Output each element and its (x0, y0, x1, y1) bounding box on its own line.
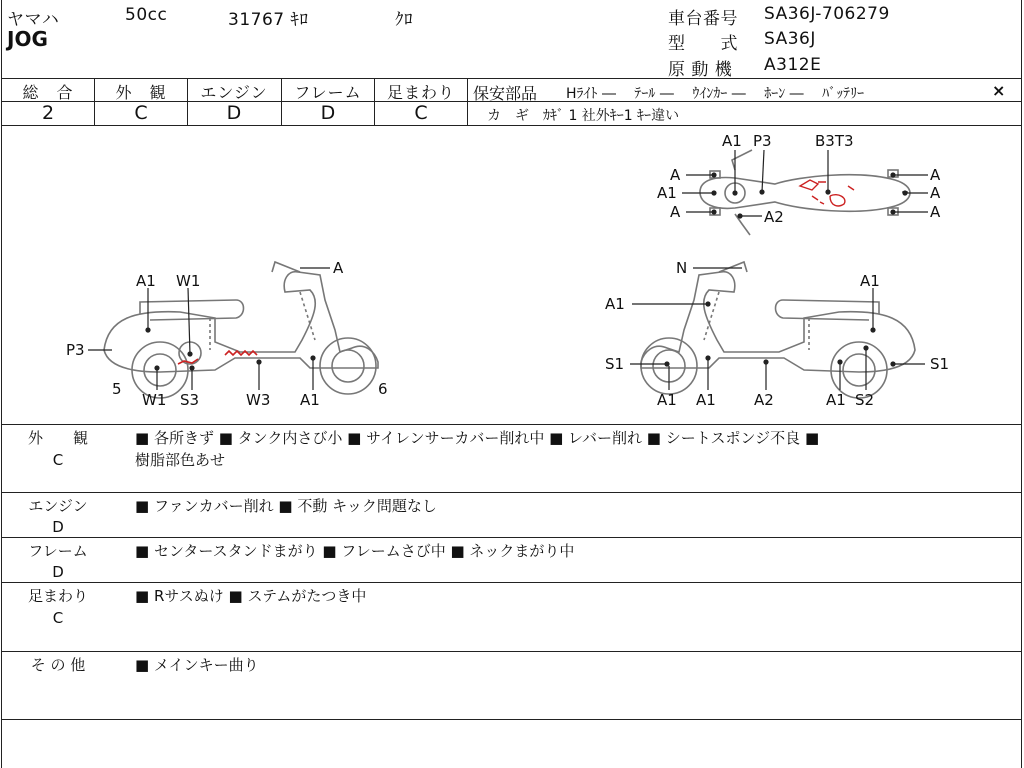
engine-value: A312E (764, 55, 822, 75)
engine-label: 原 動 機 (668, 60, 733, 80)
bike-top-view (700, 150, 910, 235)
grade-label-frame: フレーム (294, 83, 362, 102)
key-info: カ ギ ｶｷﾞ 1 社外ｷｰ1 ｷｰ違い (487, 108, 680, 124)
section-label-exterior: 外 観 (27, 429, 88, 447)
grade-label-suspension: 足まわり (386, 83, 455, 102)
label-a2-right: A2 (754, 391, 774, 409)
divider-suspension (1, 651, 1021, 652)
label-a1-bottom-left: A1 (300, 391, 320, 409)
section-grade-suspension: C (52, 609, 64, 627)
section-text-engine: ■ ファンカバー削れ ■ 不動 キック問題なし (135, 497, 437, 515)
label-six: 6 (378, 380, 388, 398)
grade-value-overall: 2 (41, 102, 55, 124)
grade-value-exterior: C (134, 102, 148, 124)
section-grade-frame: D (52, 563, 64, 581)
label-n: N (676, 259, 688, 277)
chassis-label: 車台番号 (668, 9, 738, 29)
label-w1-bottom-left: W1 (142, 391, 167, 409)
mileage: 31767 ｷﾛ (228, 10, 309, 30)
label-w3: W3 (246, 391, 271, 409)
leader-lines-left (88, 268, 330, 390)
divider-frame (1, 582, 1021, 583)
safety-label: 保安部品 (473, 84, 538, 103)
divider-other (1, 719, 1021, 720)
section-label-other: そ の 他 (30, 656, 86, 674)
type-label: 型 式 (668, 34, 738, 54)
label-s3: S3 (180, 391, 200, 409)
section-label-suspension: 足まわり (27, 587, 88, 605)
label-b3t3: B3T3 (815, 132, 854, 150)
maker: ヤマハ (7, 10, 60, 30)
grade-value-suspension: C (414, 102, 428, 124)
bike-diagram (0, 125, 1024, 425)
label-a-top-r1: A (930, 166, 941, 184)
label-a1-top-l: A1 (657, 184, 677, 202)
label-a1-b1: A1 (657, 391, 677, 409)
section-text-frame: ■ センタースタンドまがり ■ フレームさび中 ■ ネックまがり中 (135, 542, 575, 560)
label-a-mirror: A (333, 259, 344, 277)
label-a-top-l1: A (670, 166, 681, 184)
label-w1-cover-left: W1 (176, 272, 201, 290)
label-p3-left: P3 (66, 341, 85, 359)
divider-engine (1, 537, 1021, 538)
section-text-exterior-1: ■ 各所きず ■ タンク内さび小 ■ サイレンサーカバー削れ中 ■ レバー削れ ■ シートスポンジ不良 ■ (135, 429, 820, 447)
label-a1-seat-left: A1 (136, 272, 156, 290)
battery-mark: × (992, 81, 1006, 100)
safety-items: Hﾗｲﾄ ― ﾃｰﾙ ― ｳｲﾝｶｰ ― ﾎｰﾝ ― ﾊﾞｯﾃﾘｰ (566, 86, 865, 102)
label-s1-left-of-right: S1 (605, 355, 625, 373)
leader-lines-right (630, 268, 925, 390)
label-a1-front-right: A1 (605, 295, 625, 313)
label-p3-top-view: P3 (753, 132, 772, 150)
label-a1-b3: A1 (826, 391, 846, 409)
label-a1-b2: A1 (696, 391, 716, 409)
grade-label-exterior: 外 観 (115, 83, 167, 102)
label-a-top-r2: A (930, 184, 941, 202)
section-label-engine: エンジン (28, 497, 88, 515)
label-a-top-r3: A (930, 203, 941, 221)
label-a1-top-view: A1 (722, 132, 742, 150)
grade-label-engine: エンジン (200, 83, 268, 102)
section-label-frame: フレーム (28, 542, 88, 560)
label-a2-top: A2 (764, 208, 784, 226)
label-s1-right: S1 (930, 355, 950, 373)
label-s2: S2 (855, 391, 875, 409)
chassis-value: SA36J-706279 (764, 4, 890, 24)
grade-value-frame: D (320, 102, 336, 124)
color: ｸﾛ (395, 10, 413, 30)
label-a1-seat-right: A1 (860, 272, 880, 290)
divider-exterior (1, 492, 1021, 493)
section-text-exterior-2: 樹脂部色あせ (135, 451, 226, 469)
section-text-suspension: ■ Rサスぬけ ■ ステムがたつき中 (135, 587, 367, 605)
section-grade-engine: D (52, 518, 64, 536)
divider-header (1, 78, 1021, 79)
section-text-other: ■ メインキー曲り (135, 656, 259, 674)
label-a-top-l2: A (670, 203, 681, 221)
grade-label-overall: 総 合 (22, 83, 74, 102)
grade-value-engine: D (226, 102, 242, 124)
label-five: 5 (112, 380, 122, 398)
displacement: 50cc (125, 5, 168, 25)
model-name: JOG (7, 27, 48, 51)
type-value: SA36J (764, 29, 816, 49)
section-grade-exterior: C (52, 451, 64, 469)
